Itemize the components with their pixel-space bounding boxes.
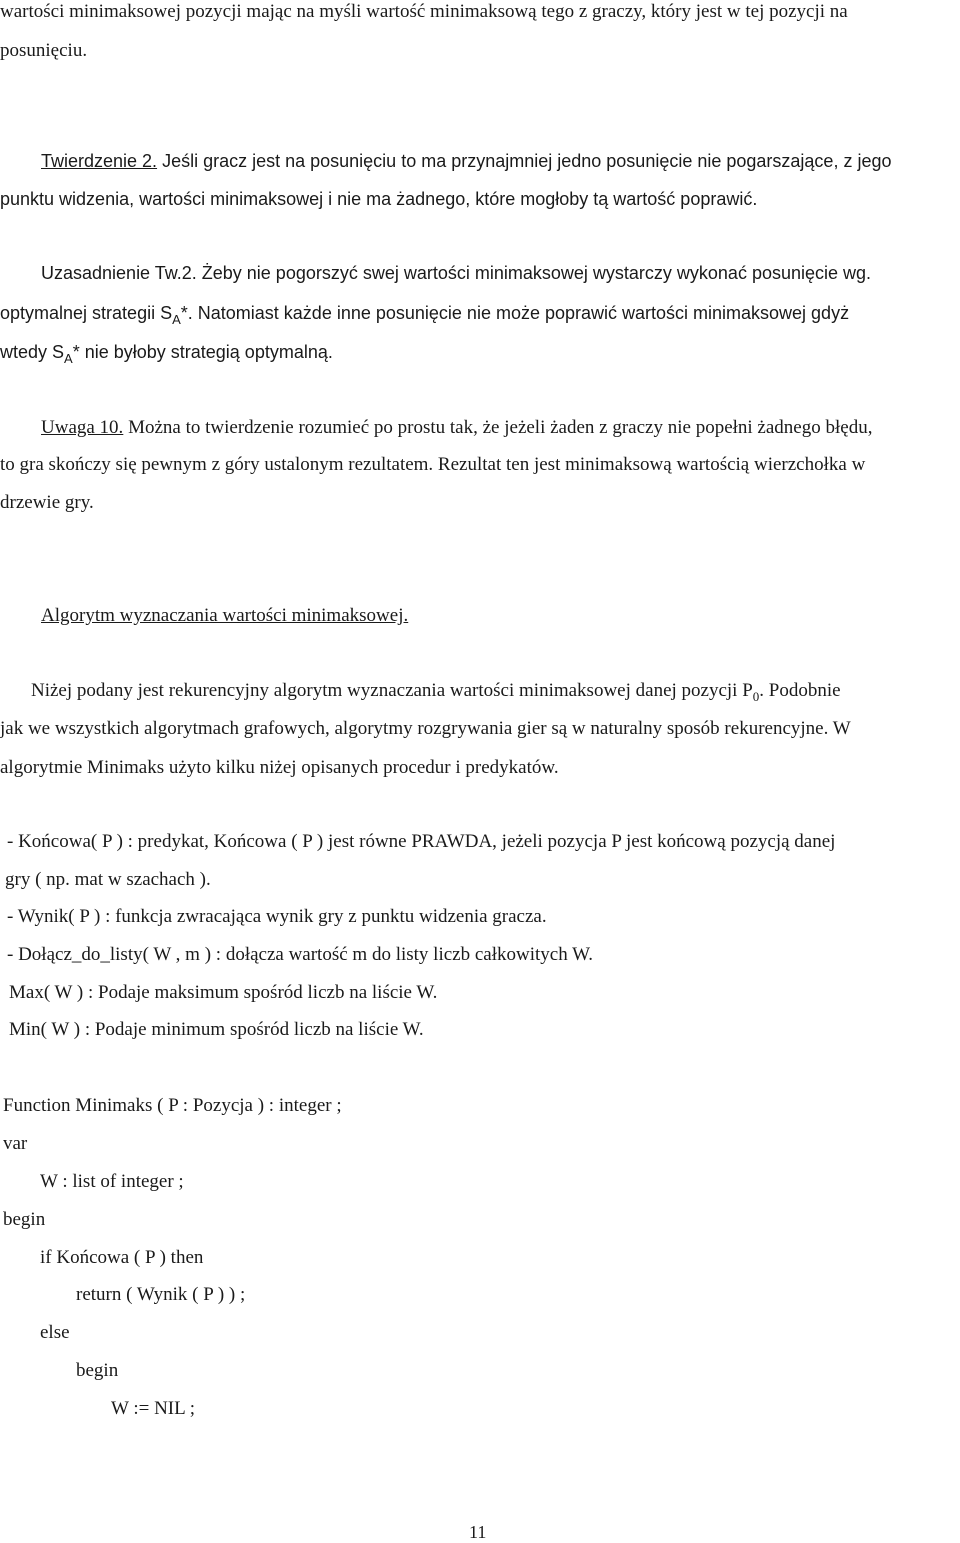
- code-line-return: return ( Wynik ( P ) ) ;: [76, 1284, 246, 1305]
- remark-10-text: Można to twierdzenie rozumieć po prostu tak, że jeżeli żaden z graczy nie popełni żadnego błędu,: [123, 417, 873, 438]
- code-line-function: Function Minimaks ( P : Pozycja ) : integer ;: [3, 1095, 342, 1116]
- justification-text-a: optymalnej strategii S: [0, 303, 173, 323]
- code-line-else: else: [40, 1322, 70, 1343]
- theorem-2-label: Twierdzenie 2.: [41, 151, 158, 171]
- procedure-max: Max( W ) : Podaje maksimum spośród liczb na liście W.: [9, 982, 438, 1003]
- page-number: 11: [469, 1522, 487, 1542]
- algo-intro-line-2: jak we wszystkich algorytmach grafowych, algorytmy rozgrywania gier są w naturalny sposób rekurencyjne. W: [0, 718, 851, 739]
- remark-10-line-3: drzewie gry.: [0, 492, 94, 513]
- code-line-w-nil: W := NIL ;: [111, 1398, 196, 1419]
- code-line-w-decl: W : list of integer ;: [40, 1171, 184, 1192]
- justification-text-d: * nie byłoby strategią optymalną.: [72, 342, 333, 362]
- justification-text-b: *. Natomiast każde inne posunięcie nie może poprawić wartości minimaksowej gdyż: [180, 303, 850, 323]
- remark-10-line-2: to gra skończy się pewnym z góry ustalonym rezultatem. Rezultat ten jest minimaksową wartością wierzchołka w: [0, 454, 866, 475]
- procedure-koncowa-cont: gry ( np. mat w szachach ).: [5, 869, 211, 890]
- algo-intro-text-b: . Podobnie: [759, 680, 841, 701]
- section-heading: Algorytm wyznaczania wartości minimaksowej.: [41, 605, 409, 626]
- algo-intro-line-3: algorytmie Minimaks użyto kilku niżej opisanych procedur i predykatów.: [0, 757, 559, 778]
- remark-10-line-1: [41, 417, 872, 439]
- procedure-koncowa: - Końcowa( P ) : predykat, Końcowa ( P ) jest równe PRAWDA, jeżeli pozycja P jest końcową pozycją danej: [7, 831, 836, 852]
- algo-intro-text-a: Niżej podany jest rekurencyjny algorytm wyznaczania wartości minimaksowej danej pozycji P: [31, 680, 753, 701]
- intro-line-2: posunięciu.: [0, 40, 88, 61]
- theorem-2-text: Jeśli gracz jest na posunięciu to ma przynajmniej jedno posunięcie nie pogarszające, z jego: [157, 151, 892, 171]
- subscript-a: A: [64, 351, 73, 366]
- subscript-0: 0: [752, 689, 760, 704]
- remark-10-label: Uwaga 10.: [41, 417, 124, 438]
- code-line-begin-inner: begin: [76, 1360, 119, 1381]
- justification-text-c: wtedy S: [0, 342, 65, 362]
- justification-line-3: [0, 341, 333, 366]
- code-line-begin: begin: [3, 1209, 46, 1230]
- justification-line-1: Uzasadnienie Tw.2. Żeby nie pogorszyć swej wartości minimaksowej wystarczy wykonać posunięcie wg.: [41, 263, 872, 283]
- subscript-a: A: [172, 312, 181, 327]
- intro-line-1: wartości minimaksowej pozycji mając na myśli wartość minimaksową tego z graczy, który jest w tej pozycji na: [0, 1, 848, 22]
- procedure-dolacz: - Dołącz_do_listy( W , m ) : dołącza wartość m do listy liczb całkowitych W.: [7, 944, 594, 965]
- justification-line-2: [0, 302, 850, 327]
- code-line-if: if Końcowa ( P ) then: [40, 1247, 204, 1268]
- procedure-wynik: - Wynik( P ) : funkcja zwracająca wynik gry z punktu widzenia gracza.: [7, 906, 547, 927]
- procedure-min: Min( W ) : Podaje minimum spośród liczb na liście W.: [9, 1019, 424, 1040]
- theorem-2-line-2: punktu widzenia, wartości minimaksowej i nie ma żadnego, które mogłoby tą wartość poprawić.: [0, 189, 758, 209]
- code-line-var: var: [3, 1133, 28, 1154]
- algo-intro-line-1: [31, 680, 841, 702]
- theorem-2-line-1: [41, 150, 891, 172]
